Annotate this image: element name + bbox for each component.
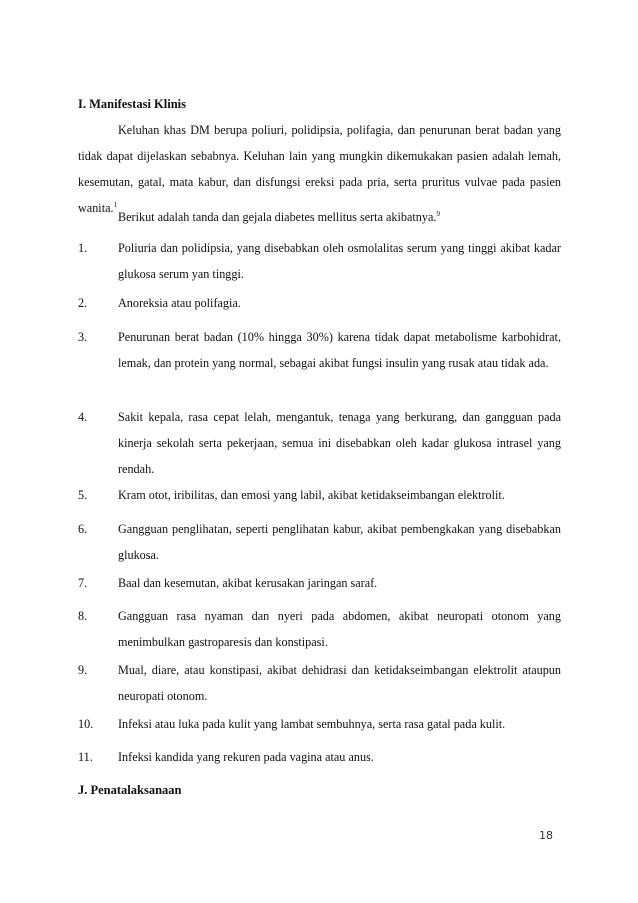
- list-item: [78, 711, 561, 737]
- list-item: [78, 570, 561, 596]
- list-item: [78, 603, 561, 655]
- list-text: Kram otot, iribilitas, dan emosi yang labil, akibat ketidakseimbangan elektrolit.: [118, 488, 505, 502]
- list-item: [78, 324, 561, 376]
- list-text: Gangguan penglihatan, seperti penglihatan kabur, akibat pembengkakan yang disebabkan glukosa.: [118, 522, 561, 562]
- list-number: 10.: [78, 717, 94, 731]
- list-text: Penurunan berat badan (10% hingga 30%) karena tidak dapat metabolisme karbohidrat, lemak, dan protein yang normal, sebagai akibat fungsi insulin yang rusak atau tidak ada.: [118, 330, 561, 370]
- section-heading: J. Penatalaksanaan: [78, 783, 182, 797]
- list-text: Mual, diare, atau konstipasi, akibat dehidrasi dan ketidakseimbangan elektrolit ataupun neuropati otonom.: [118, 663, 561, 703]
- list-number: 11.: [78, 750, 93, 764]
- list-number: 1.: [78, 241, 88, 255]
- paragraph-text: Keluhan khas DM berupa poliuri, polidipsia, polifagia, dan penurunan berat badan yang tidak dapat dijelaskan sebabnya. Keluhan lain yang mungkin dikemukakan pasien adalah lemah, kesemutan, gatal, mata kabur, dan disfungsi ereksi pada pria, serta pruritus vulvae pada pasien wanita.: [78, 123, 561, 215]
- list-number: 6.: [78, 522, 88, 536]
- list-number: 3.: [78, 330, 88, 344]
- list-text: Anoreksia atau polifagia.: [118, 296, 241, 310]
- list-number: 2.: [78, 296, 88, 310]
- list-text: Infeksi atau luka pada kulit yang lambat sembuhnya, serta rasa gatal pada kulit.: [118, 717, 506, 731]
- list-text: Infeksi kandida yang rekuren pada vagina atau anus.: [118, 750, 374, 764]
- list-intro: [118, 210, 440, 225]
- list-text: Baal dan kesemutan, akibat kerusakan jaringan saraf.: [118, 576, 378, 590]
- page-number: 18: [539, 829, 553, 842]
- list-number: 4.: [78, 410, 88, 424]
- list-item: [78, 657, 561, 709]
- list-item: [78, 235, 561, 287]
- section-heading: I. Manifestasi Klinis: [78, 97, 186, 111]
- list-item: [78, 404, 561, 482]
- body-paragraph: [78, 117, 561, 221]
- list-item: [78, 744, 561, 770]
- list-text: Sakit kepala, rasa cepat lelah, mengantuk, tenaga yang berkurang, dan gangguan pada kinerja sekolah serta pekerjaan, semua ini disebabkan oleh kadar glukosa intrasel yang rendah.: [118, 410, 561, 476]
- list-text: Gangguan rasa nyaman dan nyeri pada abdomen, akibat neuropati otonom yang menimbulkan gastroparesis dan konstipasi.: [118, 609, 561, 649]
- list-number: 7.: [78, 576, 88, 590]
- list-text: Poliuria dan polidipsia, yang disebabkan oleh osmolalitas serum yang tinggi akibat kadar glukosa serum yan tinggi.: [118, 241, 561, 281]
- list-item: [78, 482, 561, 508]
- list-item: [78, 516, 561, 568]
- list-number: 9.: [78, 663, 88, 677]
- list-item: [78, 290, 561, 316]
- intro-text: Berikut adalah tanda dan gejala diabetes mellitus serta akibatnya.: [118, 210, 437, 224]
- list-number: 5.: [78, 488, 88, 502]
- footnote-ref: 1: [113, 200, 118, 209]
- footnote-ref: 9: [436, 209, 440, 218]
- list-number: 8.: [78, 609, 88, 623]
